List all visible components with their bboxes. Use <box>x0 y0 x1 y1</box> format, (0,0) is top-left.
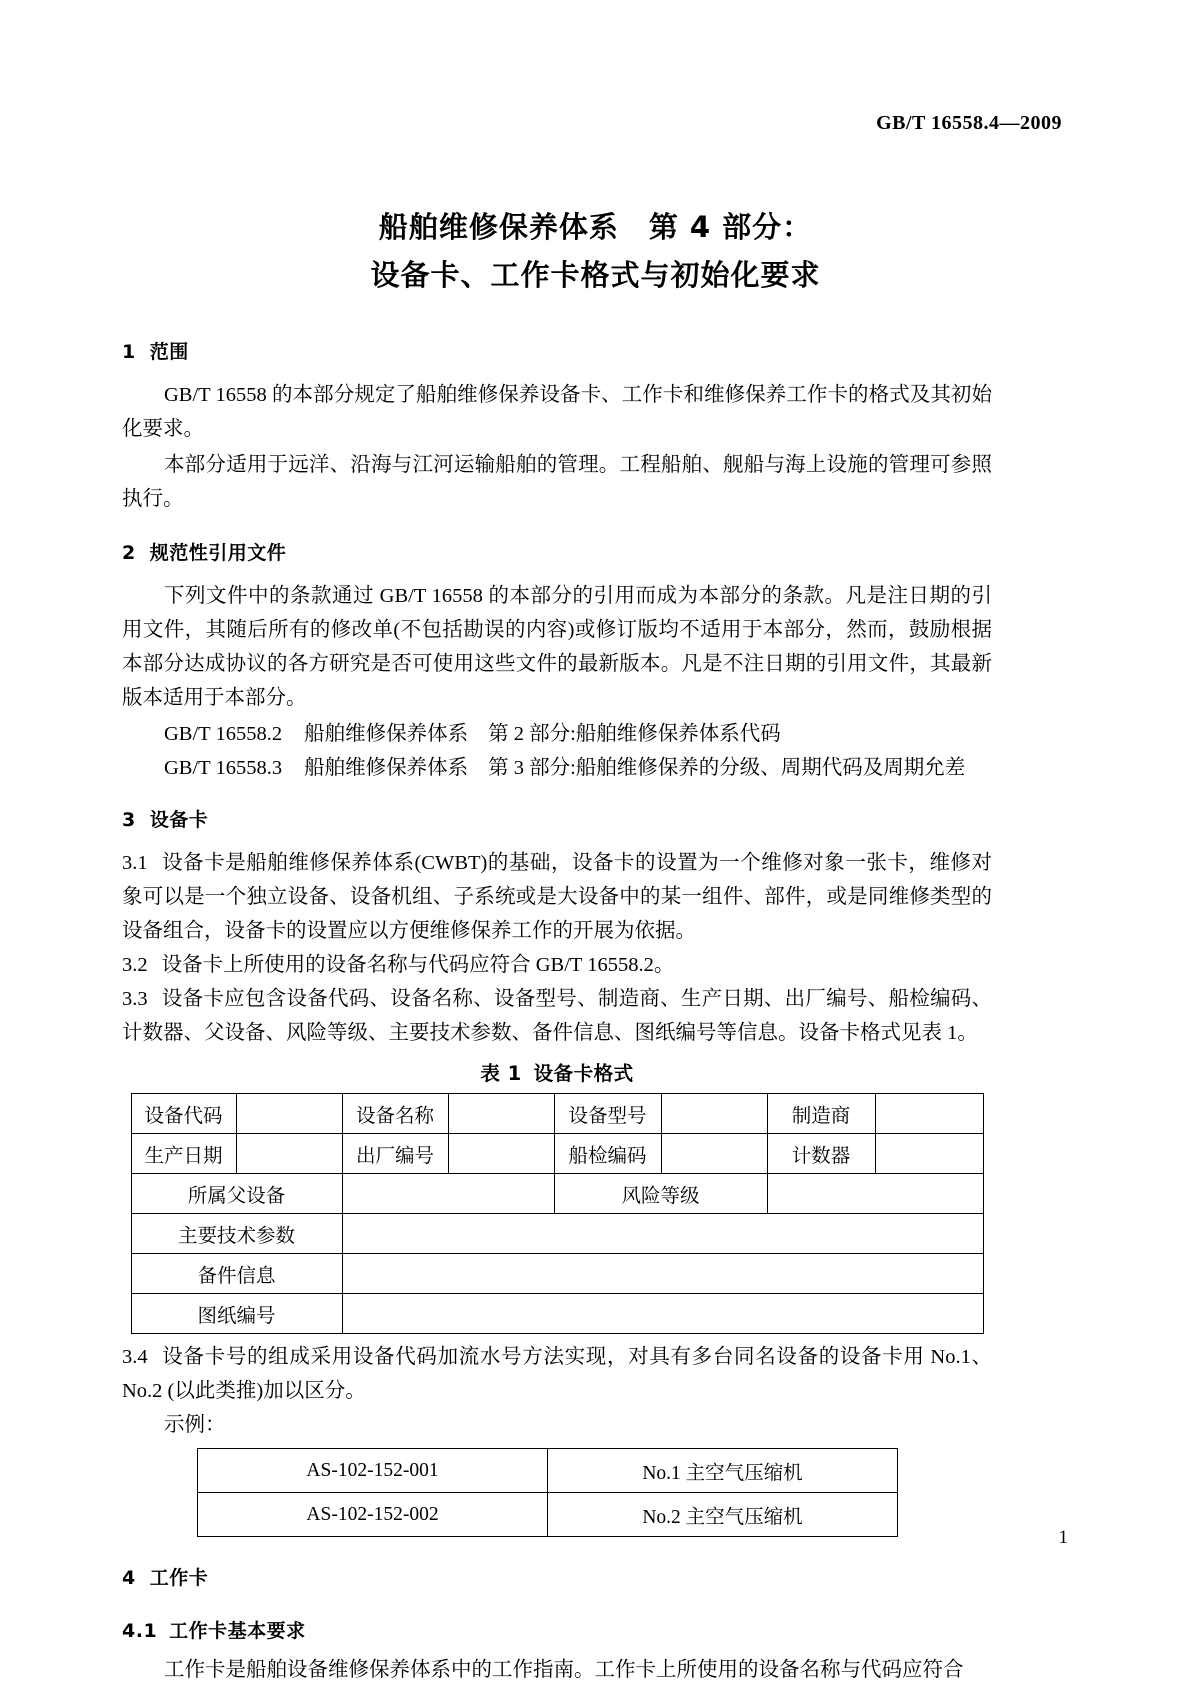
body-column <box>122 337 992 1689</box>
clause-number: 3.4 <box>122 1346 148 1368</box>
cell-value-manufacturer[interactable] <box>875 1094 983 1134</box>
example-name: No.2 主空气压缩机 <box>548 1493 898 1537</box>
section-number-2: 2 <box>122 542 136 564</box>
title-line-1: 船舶维修保养体系 第 4 部分： <box>378 210 813 244</box>
section-number-4: 4 <box>122 1567 136 1589</box>
clause-number: 3.3 <box>122 988 148 1010</box>
cell-value-drawing-number[interactable] <box>342 1294 983 1334</box>
table-row <box>198 1449 898 1493</box>
cell-value-equipment-code[interactable] <box>236 1094 342 1134</box>
section-heading-4 <box>122 1563 992 1590</box>
clause-3-3 <box>122 982 992 1050</box>
section-2-paragraph-1: 下列文件中的条款通过 GB/T 16558 的本部分的引用而成为本部分的条款。凡是注日期的引用文件，其随后所有的修改单(不包括勘误的内容)或修订版均不适用于本部分，然而，鼓励根据本部分达成协议的各方研究是否可使用这些文件的最新版本。凡是不注日期的引用文件，其最新版本适用于本部分。 <box>122 585 992 709</box>
section-title-1: 范围 <box>149 341 189 363</box>
cell-label-equipment-name: 设备名称 <box>342 1094 448 1134</box>
page-title <box>0 203 1191 299</box>
standard-number-header: GB/T 16558.4—2009 <box>876 112 1062 134</box>
cell-label-equipment-code: 设备代码 <box>131 1094 236 1134</box>
cell-value-equipment-name[interactable] <box>448 1094 554 1134</box>
table-row <box>131 1174 983 1214</box>
reference-series: 船舶维修保养体系 <box>304 757 469 779</box>
reference-id: GB/T 16558.2 <box>164 723 283 745</box>
table-row <box>131 1134 983 1174</box>
table-row <box>131 1094 983 1134</box>
example-code: AS-102-152-001 <box>198 1449 548 1493</box>
reference-id: GB/T 16558.3 <box>164 757 283 779</box>
reference-series: 船舶维修保养体系 <box>304 723 469 745</box>
table-row <box>198 1493 898 1537</box>
cell-label-spare-parts-info: 备件信息 <box>131 1254 342 1294</box>
clause-number: 3.2 <box>122 954 148 976</box>
clause-3-1 <box>122 846 992 948</box>
table-caption-title: 设备卡格式 <box>533 1062 634 1085</box>
cell-label-manufacturer: 制造商 <box>767 1094 875 1134</box>
subsection-heading-4-1 <box>122 1616 992 1643</box>
section-title-2: 规范性引用文件 <box>149 542 287 564</box>
reference-part: 第 2 部分:船舶维修保养体系代码 <box>488 723 781 745</box>
table-row <box>131 1214 983 1254</box>
example-label: 示例： <box>164 1414 226 1436</box>
page-number: 1 <box>1058 1527 1068 1548</box>
section-number-3: 3 <box>122 809 136 831</box>
section-title-4: 工作卡 <box>149 1567 209 1589</box>
cell-label-survey-code: 船检编码 <box>554 1134 661 1174</box>
section-1-paragraph-1: GB/T 16558 的本部分规定了船舶维修保养设备卡、工作卡和维修保养工作卡的格式及其初始化要求。 <box>122 384 992 440</box>
cell-value-spare-parts-info[interactable] <box>342 1254 983 1294</box>
cell-label-main-tech-params: 主要技术参数 <box>131 1214 342 1254</box>
table-row <box>131 1294 983 1334</box>
title-line-2: 设备卡、工作卡格式与初始化要求 <box>370 258 821 292</box>
cell-label-risk-level: 风险等级 <box>554 1174 767 1214</box>
section-heading-2 <box>122 538 992 565</box>
clause-3-4 <box>122 1340 992 1408</box>
clause-3-2 <box>122 948 992 982</box>
cell-label-parent-equipment: 所属父设备 <box>131 1174 342 1214</box>
clause-text: 设备卡上所使用的设备名称与代码应符合 GB/T 16558.2。 <box>161 954 675 976</box>
cell-value-counter[interactable] <box>875 1134 983 1174</box>
cell-value-factory-number[interactable] <box>448 1134 554 1174</box>
cell-value-production-date[interactable] <box>236 1134 342 1174</box>
cell-value-parent-equipment[interactable] <box>342 1174 554 1214</box>
section-title-3: 设备卡 <box>149 809 209 831</box>
subsection-4-1-paragraph: 工作卡是船舶设备维修保养体系中的工作指南。工作卡上所使用的设备名称与代码应符合 <box>164 1659 964 1681</box>
table-1-caption <box>122 1058 992 1086</box>
cell-label-drawing-number: 图纸编号 <box>131 1294 342 1334</box>
clause-text: 设备卡应包含设备代码、设备名称、设备型号、制造商、生产日期、出厂编号、船检编码、计数器、父设备、风险等级、主要技术参数、备件信息、图纸编号等信息。设备卡格式见表 1。 <box>122 988 992 1044</box>
cell-value-risk-level[interactable] <box>767 1174 983 1214</box>
cell-value-main-tech-params[interactable] <box>342 1214 983 1254</box>
section-1-paragraph-2: 本部分适用于远洋、沿海与江河运输船舶的管理。工程船舶、舰船与海上设施的管理可参照执行。 <box>122 454 992 510</box>
cell-label-counter: 计数器 <box>767 1134 875 1174</box>
normative-reference-item <box>122 751 992 785</box>
example-name: No.1 主空气压缩机 <box>548 1449 898 1493</box>
clause-text: 设备卡号的组成采用设备代码加流水号方法实现，对具有多台同名设备的设备卡用 No.1、No.2 (以此类推)加以区分。 <box>122 1346 992 1402</box>
cell-label-production-date: 生产日期 <box>131 1134 236 1174</box>
section-heading-3 <box>122 805 992 832</box>
section-number-1: 1 <box>122 341 136 363</box>
section-heading-1 <box>122 337 992 364</box>
cell-value-survey-code[interactable] <box>661 1134 767 1174</box>
cell-label-factory-number: 出厂编号 <box>342 1134 448 1174</box>
equipment-card-table <box>131 1093 984 1334</box>
clause-text: 设备卡是船舶维修保养体系(CWBT)的基础，设备卡的设置为一个维修对象一张卡，维修对象可以是一个独立设备、设备机组、子系统或是大设备中的某一组件、部件，或是同维修类型的设备组合，设备卡的设置应以方便维修保养工作的开展为依据。 <box>122 852 992 942</box>
example-code: AS-102-152-002 <box>198 1493 548 1537</box>
table-caption-number: 表 1 <box>480 1062 522 1085</box>
cell-value-equipment-model[interactable] <box>661 1094 767 1134</box>
subsection-title: 工作卡基本要求 <box>169 1620 306 1642</box>
cell-label-equipment-model: 设备型号 <box>554 1094 661 1134</box>
normative-reference-item <box>122 717 992 751</box>
table-row <box>131 1254 983 1294</box>
clause-number: 3.1 <box>122 852 148 874</box>
reference-part: 第 3 部分:船舶维修保养的分级、周期代码及周期允差 <box>488 757 966 779</box>
subsection-number: 4.1 <box>122 1620 158 1642</box>
example-table <box>197 1448 898 1537</box>
